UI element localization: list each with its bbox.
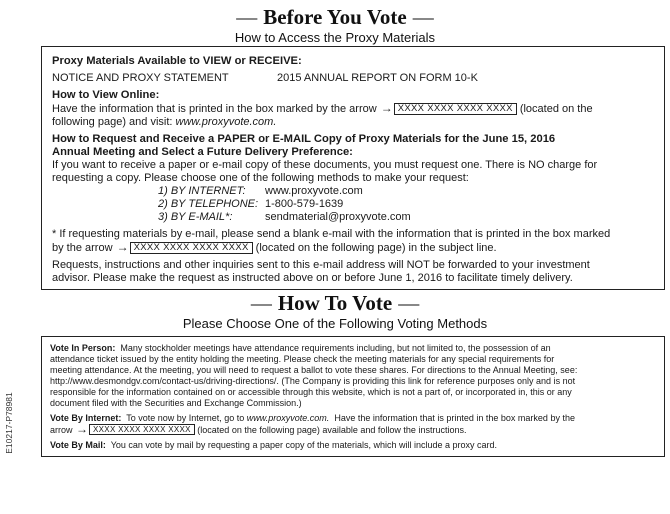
online-heading: How to View Online:: [52, 89, 160, 101]
title-rule-left: —: [236, 5, 258, 29]
vote-in-person-text-5: responsible for the information contained on or accessible through this website, which is not a part of, or incorporated in, this or any: [50, 387, 572, 397]
doc-proxy-statement: NOTICE AND PROXY STATEMENT: [52, 72, 229, 84]
vote-mail-label: Vote By Mail:: [50, 440, 106, 450]
before-you-vote-title-text: Before You Vote: [263, 5, 407, 29]
request-heading-1: How to Request and Receive a PAPER or E-MAIL Copy of Proxy Materials for the June 15, 2016: [52, 133, 556, 145]
vote-in-person-text-3: meeting attendance. At the meeting, you will need to request a ballot to vote these shares. For directions to the Annual Meeting, see:: [50, 365, 578, 375]
control-number-box: XXXX XXXX XXXX XXXX: [130, 242, 253, 254]
vote-internet-label: Vote By Internet:: [50, 413, 122, 423]
control-number-box: XXXX XXXX XXXX XXXX: [89, 424, 195, 435]
email-note-1: * If requesting materials by e-mail, please send a blank e-mail with the information that is printed in the box marked: [52, 228, 611, 240]
online-text-1: Have the information that is printed in the box marked by the arrow: [52, 103, 377, 115]
arrow-right-icon: →: [76, 422, 89, 436]
vote-in-person-text-1: Many stockholder meetings have attendance requirements including, but not limited to, the possession of an: [120, 343, 551, 353]
email-note-line-2: [52, 241, 654, 255]
method-email-value[interactable]: sendmaterial@proxyvote.com: [265, 211, 411, 223]
online-text-3: following page) and visit:: [52, 116, 176, 128]
vote-in-person-text-6: document filed with the Securities and Exchange Commission.): [50, 398, 302, 408]
method-internet-value[interactable]: www.proxyvote.com: [265, 185, 363, 197]
doc-annual-report: 2015 ANNUAL REPORT ON FORM 10-K: [277, 72, 478, 84]
method-email: [158, 211, 654, 224]
email-note-2b: (located on the following page) in the subject line.: [255, 242, 497, 254]
request-text-1: If you want to receive a paper or e-mail copy of these documents, you must request one. There is NO charge for: [52, 159, 598, 171]
title-rule-left: —: [250, 291, 272, 315]
arrow-right-icon: →: [116, 240, 129, 254]
vote-internet-line-2: [50, 424, 656, 436]
arrow-right-icon: →: [380, 101, 393, 115]
voting-methods-box: [41, 336, 665, 457]
vote-internet-line-1: [50, 413, 656, 424]
vote-in-person-text-2: attendance ticket issued by the entity holding the meeting. Please check the meeting materials for any special requirements for: [50, 354, 555, 364]
method-telephone-value[interactable]: 1-800-579-1639: [265, 198, 344, 210]
control-number-box: XXXX XXXX XXXX XXXX: [394, 103, 517, 115]
vote-internet-text-2a: arrow: [50, 425, 73, 435]
forward-note-1: Requests, instructions and other inquiries sent to this e-mail address will NOT be forwarded to your investment: [52, 259, 590, 271]
method-email-label: 3) BY E-MAIL*:: [158, 211, 233, 223]
how-to-vote-subtitle: Please Choose One of the Following Voting Methods: [182, 316, 488, 331]
online-text-2: (located on the: [519, 103, 593, 115]
vote-in-person-line-1: [50, 343, 656, 354]
before-you-vote-subtitle: How to Access the Proxy Materials: [234, 30, 436, 45]
vote-internet-text-1b: Have the information that is printed in the box marked by the: [334, 413, 575, 423]
before-you-vote-title: [0, 5, 670, 30]
method-telephone-label: 2) BY TELEPHONE:: [158, 198, 259, 210]
online-text-line-2: [52, 116, 654, 129]
vote-mail-text: You can vote by mail by requesting a paper copy of the materials, which will include a proxy card.: [110, 440, 498, 450]
side-document-code: E10217-P78981: [4, 392, 14, 454]
proxy-materials-box: [41, 46, 665, 290]
title-rule-right: —: [412, 5, 434, 29]
request-heading-2: Annual Meeting and Select a Future Delivery Preference:: [52, 146, 353, 158]
vote-in-person-text-4: http://www.desmondgv.com/contact-us/driving-directions/. (The Company is providing this link for reference purposes only and is not: [50, 376, 576, 386]
online-text-line-1: [52, 102, 654, 116]
vote-mail-line: [50, 440, 656, 451]
method-internet: [158, 185, 654, 198]
method-internet-label: 1) BY INTERNET:: [158, 185, 246, 197]
vote-internet-text-1a: To vote now by Internet, go to: [126, 413, 245, 423]
email-note-2a: by the arrow: [52, 242, 113, 254]
vote-internet-text-2b: (located on the following page) available and follow the instructions.: [197, 425, 467, 435]
how-to-vote-title: [0, 291, 670, 316]
vote-proxyvote-link[interactable]: www.proxyvote.com.: [246, 413, 330, 423]
forward-note-2: advisor. Please make the request as instructed above on or before June 1, 2016 to facilitate timely delivery.: [52, 272, 573, 284]
method-telephone: [158, 198, 654, 211]
vote-in-person-label: Vote In Person:: [50, 343, 116, 353]
documents-list: [52, 72, 654, 85]
available-heading: Proxy Materials Available to VIEW or RECEIVE:: [52, 55, 302, 67]
how-to-vote-title-text: How To Vote: [277, 291, 393, 315]
proxyvote-link[interactable]: www.proxyvote.com.: [175, 116, 277, 128]
title-rule-right: —: [398, 291, 420, 315]
request-text-2: requesting a copy. Please choose one of the following methods to make your request:: [52, 172, 469, 184]
request-methods-list: [158, 185, 654, 224]
